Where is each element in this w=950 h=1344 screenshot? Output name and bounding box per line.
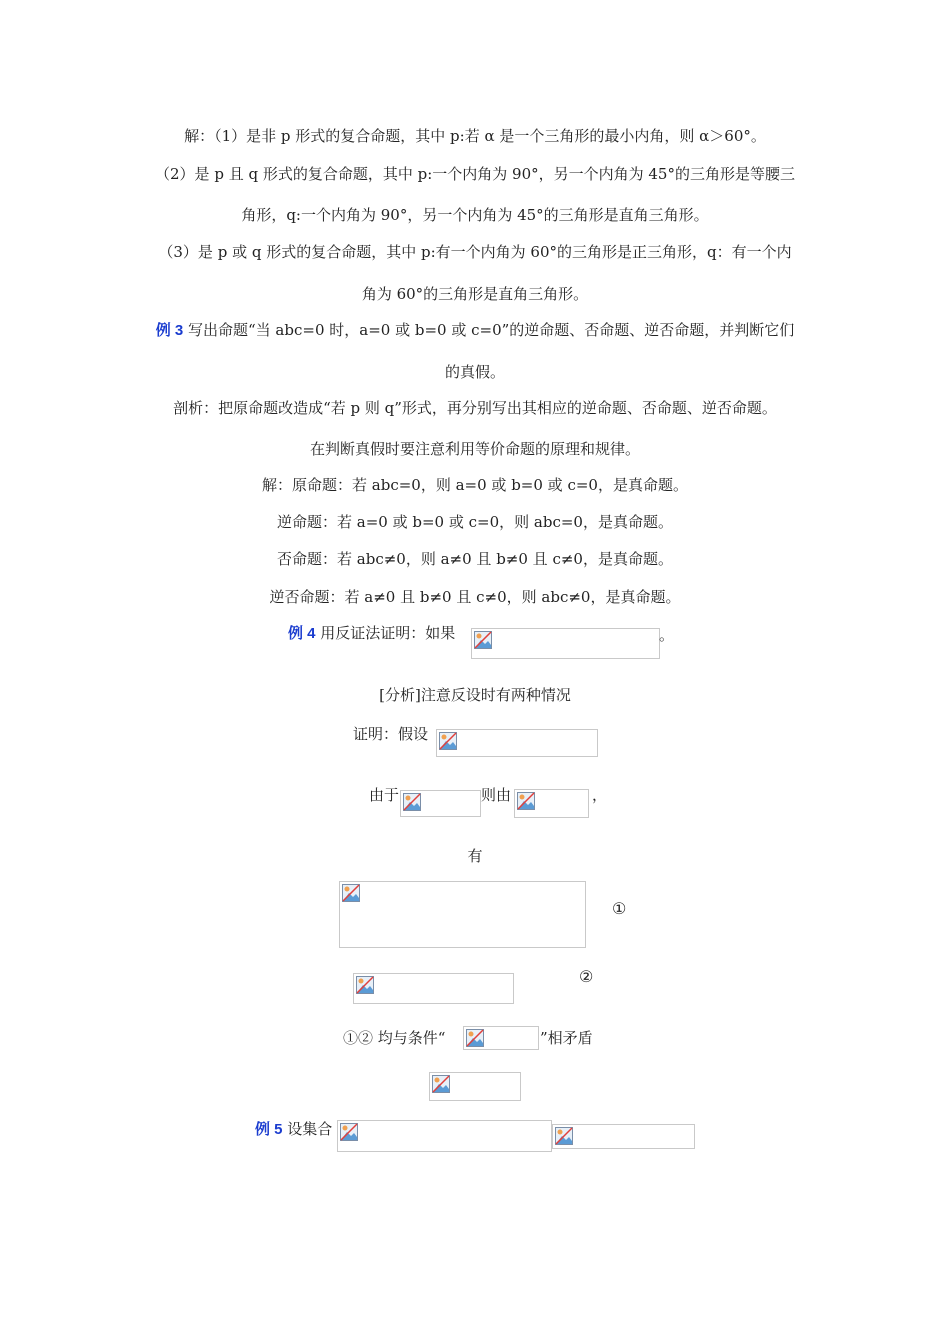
broken-image [552,1124,695,1149]
image-placeholder-icon [439,732,457,750]
comma: ， [592,786,608,804]
broken-image [337,1120,552,1152]
circle-marker-2: ② [579,967,594,986]
example-4-label: 例 4 [288,625,316,642]
image-placeholder-icon [356,976,374,994]
analysis-cont: 在判断真假时要注意利用等价命题的原理和规律。 [309,440,640,458]
broken-image [471,628,660,659]
example-4 [288,622,455,645]
image-placeholder-icon [432,1075,450,1093]
solution-part-3: （3）是 p 或 q 形式的复合命题，其中 p:有一个内角为 60°的三角形是正三角形，q：有一个内 [158,243,792,261]
example-3-label: 例 3 [155,322,184,339]
image-placeholder-icon [403,793,421,811]
solution-part-2-cont: 角形，q:一个内角为 90°，另一个内角为 45°的三角形是直角三角形。 [241,206,709,224]
example-3 [135,319,815,342]
proof-analysis: [分析]注意反设时有两种情况 [379,686,571,704]
have-text: 有 [467,847,483,865]
image-placeholder-icon [555,1127,573,1145]
image-placeholder-icon [466,1029,484,1047]
broken-image [514,789,589,818]
example-5 [255,1118,332,1141]
broken-image [400,790,481,817]
since-text: 由于 [369,786,400,804]
contradiction-text-b: ”相矛盾 [540,1029,593,1047]
example-4-text: 用反证法证明：如果 [320,624,456,642]
solution-part-1: 解：（1）是非 p 形式的复合命题，其中 p:若 α 是一个三角形的最小内角，则 α＞60°。 [184,127,766,145]
image-placeholder-icon [474,631,492,649]
broken-image [339,881,586,948]
image-placeholder-icon [340,1123,358,1141]
image-placeholder-icon [342,884,360,902]
example-5-text: 设集合 [287,1120,333,1138]
broken-image [436,729,598,757]
original-proposition: 解：原命题：若 abc=0，则 a=0 或 b=0 或 c=0，是真命题。 [262,476,688,494]
broken-image [463,1026,539,1050]
broken-image [353,973,514,1004]
example-3-text: 写出命题“当 abc=0 时，a=0 或 b=0 或 c=0”的逆命题、否命题、逆否命题，并判断它们 [188,321,795,339]
circle-marker-1: ① [612,899,627,918]
converse-proposition: 逆命题：若 a=0 或 b=0 或 c=0，则 abc=0，是真命题。 [277,513,673,531]
solution-part-3-cont: 角为 60°的三角形是直角三角形。 [361,285,589,303]
period: 。 [659,626,675,644]
inverse-proposition: 否命题：若 abc≠0，则 a≠0 且 b≠0 且 c≠0，是真命题。 [277,550,673,568]
analysis: 剖析：把原命题改造成“若 p 则 q”形式，再分别写出其相应的逆命题、否命题、逆否命题。 [173,399,777,417]
example-5-label: 例 5 [255,1121,283,1138]
contradiction-text-a: ①② 均与条件“ [343,1029,446,1047]
example-3-cont: 的真假。 [444,363,505,381]
then-by-text: 则由 [481,786,512,804]
solution-part-2: （2）是 p 且 q 形式的复合命题，其中 p:一个内角为 90°，另一个内角为 45°的三角形是等腰三 [155,165,795,183]
contrapositive-proposition: 逆否命题：若 a≠0 且 b≠0 且 c≠0，则 abc≠0，是真命题。 [269,588,681,606]
image-placeholder-icon [517,792,535,810]
broken-image [429,1072,521,1101]
proof-assume: 证明：假设 [353,725,429,743]
